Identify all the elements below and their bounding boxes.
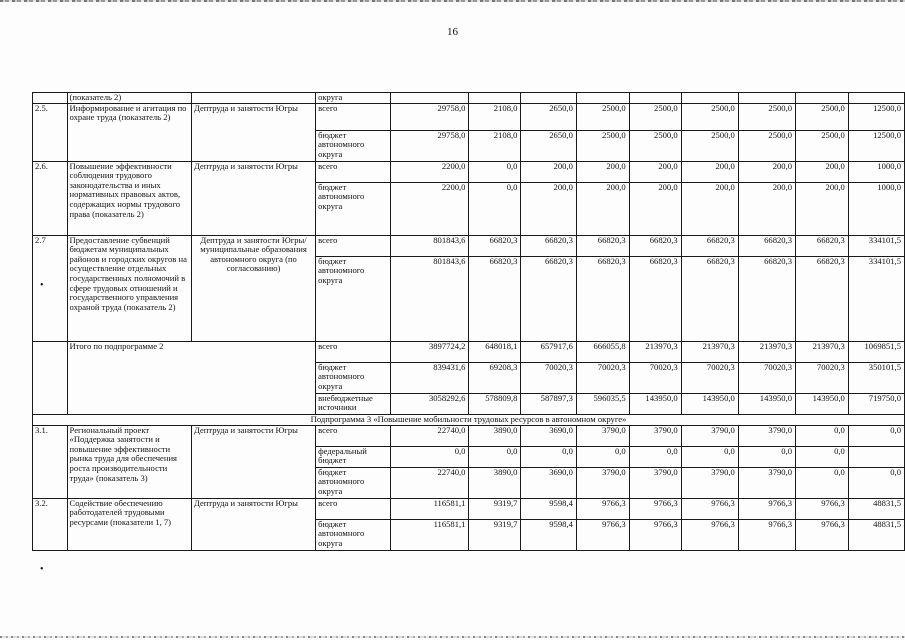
cell-value: 2108,0 [469,103,521,130]
cell-value: 0,0 [681,446,738,467]
cell-value: 48831,5 [848,519,904,550]
cell-source: бюджет автономного округа [316,467,391,498]
financing-table [32,92,905,551]
cell-value: 200,0 [796,182,849,235]
cell-value: 3890,0 [469,425,521,446]
cell-value: 213970,3 [681,341,738,362]
cell-source: всего [316,161,391,182]
cell-value: 66820,3 [469,235,521,256]
cell-value: 578809,8 [469,393,521,414]
cell-value: 66820,3 [738,235,795,256]
cell-num: 2.7 [33,235,68,341]
cell-value: 29758,0 [390,103,469,130]
cell-value: 143950,0 [738,393,795,414]
cell-source: бюджет автономного округа [316,256,391,341]
cell-value: 0,0 [848,425,904,446]
cell-source: всего [316,425,391,446]
table-row [33,93,905,104]
cell-value: 2500,0 [738,130,795,161]
cell-value: 3790,0 [738,425,795,446]
table-row [33,425,905,446]
cell-value: 3790,0 [738,467,795,498]
cell-value: 2500,0 [738,103,795,130]
cell-source: всего [316,235,391,256]
cell-source: внебюджетные источники [316,393,391,414]
cell-value: 0,0 [576,446,629,467]
cell-value: 12500,0 [848,103,904,130]
cell-value: 66820,3 [576,256,629,341]
cell-source: бюджет автономного округа [316,182,391,235]
cell-source: бюджет автономного округа [316,519,391,550]
cell-value: 648018,1 [469,341,521,362]
cell-value: 200,0 [576,182,629,235]
cell-value: 2500,0 [681,130,738,161]
cell-value: 2108,0 [469,130,521,161]
cell-value: 200,0 [521,182,576,235]
cell-value: 3897724,2 [390,341,469,362]
cell-value: 2650,0 [521,103,576,130]
cell-value: 0,0 [738,446,795,467]
cell-value: 66820,3 [796,256,849,341]
table-row [33,235,905,256]
cell-value: 116581,1 [390,519,469,550]
cell-value: 9766,3 [576,498,629,519]
cell-num: 3.2. [33,498,68,550]
cell-value: 69208,3 [469,362,521,393]
cell-value: 0,0 [796,446,849,467]
cell-value: 200,0 [629,182,681,235]
cell-value: 116581,1 [390,498,469,519]
cell-name: Предоставление субвенций бюджетам муниципальных районов и городских округов на осуществление отдельных государственных полномочий в сфере трудовых отношений и государственного управления охраной труда (показатель 2) [67,235,191,341]
cell-value: 3790,0 [629,425,681,446]
cell-value: 143950,0 [681,393,738,414]
cell-value: 2500,0 [576,103,629,130]
table-row [33,498,905,519]
cell-total-label: Итого по подпрограмме 2 [67,341,316,414]
cell-value: 3690,0 [521,467,576,498]
cell-value: 200,0 [576,161,629,182]
table-row [33,414,905,425]
cell-value: 9598,4 [521,498,576,519]
cell-value: 9319,7 [469,519,521,550]
cell-name: (показатель 2) [67,93,191,104]
table-row [33,341,905,362]
cell-value: 2200,0 [390,161,469,182]
cell-value: 48831,5 [848,498,904,519]
cell-source: всего [316,103,391,130]
cell-value: 66820,3 [521,235,576,256]
scan-mark-dot: • [40,564,44,575]
cell-value: 9766,3 [796,498,849,519]
cell-name: Информирование и агитация по охране труда (показатель 2) [67,103,191,161]
scan-edge-top [0,0,905,2]
cell-value: 200,0 [738,182,795,235]
cell-executor: Дептруда и занятости Югры [191,498,315,550]
cell-value: 9766,3 [738,519,795,550]
cell-value: 213970,3 [738,341,795,362]
cell-executor: Дептруда и занятости Югры/муниципальные образования автономного округа (по согласованию) [191,235,315,341]
cell-name: Повышение эффективности соблюдения трудового законодательства и иных нормативных правовых актов, содержащих нормы трудового права (показатель 2) [67,161,191,235]
cell-value: 70020,3 [796,362,849,393]
cell-source: округа [316,93,391,104]
cell-value: 200,0 [521,161,576,182]
cell-value: 3790,0 [576,467,629,498]
cell-source: бюджет автономного округа [316,130,391,161]
cell-value: 9766,3 [629,498,681,519]
cell-value: 22740,0 [390,425,469,446]
cell-value: 334101,5 [848,256,904,341]
scan-edge-bottom [0,636,905,638]
cell-value: 2200,0 [390,182,469,235]
cell-value: 9766,3 [681,498,738,519]
cell-value: 66820,3 [469,256,521,341]
cell-value: 0,0 [848,467,904,498]
cell-executor: Дептруда и занятости Югры [191,161,315,235]
cell-value: 2500,0 [796,130,849,161]
cell-value: 66820,3 [576,235,629,256]
cell-value: 66820,3 [629,256,681,341]
cell-value: 22740,0 [390,467,469,498]
cell-value: 143950,0 [796,393,849,414]
cell-value: 9598,4 [521,519,576,550]
cell-value: 70020,3 [681,362,738,393]
cell-num: 2.6. [33,161,68,235]
table-row [33,161,905,182]
cell-value: 66820,3 [796,235,849,256]
cell-value: 334101,5 [848,235,904,256]
cell-num: 3.1. [33,425,68,498]
cell-value: 350101,5 [848,362,904,393]
cell-value: 801843,6 [390,256,469,341]
cell-value: 213970,3 [629,341,681,362]
cell-value: 2500,0 [681,103,738,130]
cell-value: 0,0 [629,446,681,467]
cell-value: 3790,0 [681,467,738,498]
cell-value: 12500,0 [848,130,904,161]
cell-source: всего [316,341,391,362]
cell-value: 9766,3 [738,498,795,519]
cell-value: 66820,3 [521,256,576,341]
cell-value [848,446,904,467]
cell-value: 3058292,6 [390,393,469,414]
cell-value: 213970,3 [796,341,849,362]
cell-value: 0,0 [390,446,469,467]
cell-value: 200,0 [629,161,681,182]
cell-value: 3790,0 [629,467,681,498]
cell-value: 0,0 [796,467,849,498]
cell-value: 0,0 [796,425,849,446]
cell-source: всего [316,498,391,519]
cell-source: федеральный бюджет [316,446,391,467]
cell-name: Содействие обеспечению работодателей трудовыми ресурсами (показатели 1, 7) [67,498,191,550]
cell-value: 66820,3 [681,256,738,341]
cell-value: 70020,3 [629,362,681,393]
cell-value: 719750,0 [848,393,904,414]
cell-value: 657917,6 [521,341,576,362]
cell-value: 70020,3 [738,362,795,393]
cell-value: 2650,0 [521,130,576,161]
scan-mark-dot: • [40,280,44,291]
cell-value: 29758,0 [390,130,469,161]
cell-value: 3890,0 [469,467,521,498]
cell-value: 0,0 [469,446,521,467]
cell-value: 9766,3 [576,519,629,550]
cell-num: 2.5. [33,103,68,161]
cell-value: 596035,5 [576,393,629,414]
cell-value: 3790,0 [681,425,738,446]
cell-name: Региональный проект «Поддержка занятости и повышение эффективности рынка труда для обеспечения роста производительности труда» (показатель 3) [67,425,191,498]
cell-value: 2500,0 [796,103,849,130]
subprogram-heading: Подпрограмма 3 «Повышение мобильности трудовых ресурсов в автономном округе» [33,414,905,425]
cell-value: 9766,3 [796,519,849,550]
cell-value: 1069851,5 [848,341,904,362]
cell-value: 9319,7 [469,498,521,519]
cell-value: 200,0 [681,161,738,182]
cell-value: 2500,0 [629,103,681,130]
cell-value: 0,0 [469,182,521,235]
cell-value: 200,0 [681,182,738,235]
cell-value: 200,0 [738,161,795,182]
cell-value: 801843,6 [390,235,469,256]
cell-value: 0,0 [521,446,576,467]
cell-source: бюджет автономного округа [316,362,391,393]
cell-value: 70020,3 [576,362,629,393]
cell-value: 3790,0 [576,425,629,446]
cell-value: 66820,3 [681,235,738,256]
cell-value: 839431,6 [390,362,469,393]
cell-executor: Дептруда и занятости Югры [191,425,315,498]
cell-value: 1000,0 [848,182,904,235]
cell-value: 70020,3 [521,362,576,393]
cell-value: 2500,0 [576,130,629,161]
cell-value: 9766,3 [681,519,738,550]
cell-value: 66820,3 [629,235,681,256]
cell-value: 666055,8 [576,341,629,362]
cell-value: 3690,0 [521,425,576,446]
cell-value: 143950,0 [629,393,681,414]
cell-executor: Дептруда и занятости Югры [191,103,315,161]
cell-value: 66820,3 [738,256,795,341]
cell-value: 9766,3 [629,519,681,550]
cell-value: 587897,3 [521,393,576,414]
cell-value: 200,0 [796,161,849,182]
cell-value: 2500,0 [629,130,681,161]
page-number: 16 [447,26,458,38]
cell-value: 0,0 [469,161,521,182]
table-row [33,103,905,130]
cell-value: 1000,0 [848,161,904,182]
